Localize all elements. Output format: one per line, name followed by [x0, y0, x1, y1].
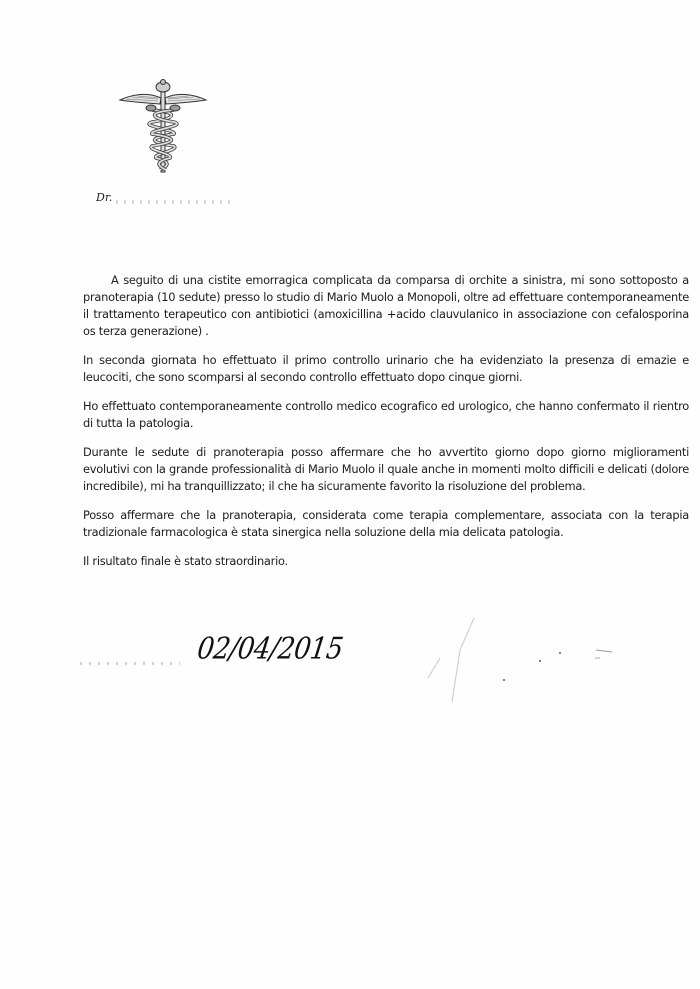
handwritten-signature-icon: [400, 610, 640, 710]
letter-body: [83, 272, 689, 582]
paragraph-5: Posso affermare che la pranoterapia, considerata come terapia complementare, associata con la terapia tradizionale farmacologica è stata sinergica nella soluzione della mia delicata patologia.: [83, 508, 689, 539]
paragraph-1: A seguito di una cistite emorragica complicata da comparsa di orchite a sinistra, mi sono sottoposto a pranoterapia (10 sedute) presso lo studio di Mario Muolo a Monopoli, oltre ad effettuare contemporaneamente il trattamento terapeutico con antibiotici (amoxicillina +acido clauvulanico in associazione con cefalosporina os terza generazione) .: [83, 273, 689, 338]
handwritten-date: 02/04/2015: [195, 632, 345, 667]
paragraph-4: Durante le sedute di pranoterapia posso affermare che ho avvertito giorno dopo giorno miglioramenti evolutivi con la grande professionalità di Mario Muolo il quale anche in momenti molto difficili e delicati (dolore incredibile), mi ha tranquillizzato; il che ha sicuramente favorito la risoluzione del problema.: [83, 445, 689, 493]
doctor-name-prefix: Dr.: [96, 191, 113, 204]
redacted-place: [80, 662, 180, 665]
paragraph-6: Il risultato finale è stato straordinario.: [83, 554, 288, 568]
redacted-doctor-name: [116, 200, 231, 204]
paragraph-2: In seconda giornata ho effettuato il primo controllo urinario che ha evidenziato la presenza di emazie e leucociti, che sono scomparsi al secondo controllo effettuato dopo cinque giorni.: [83, 353, 689, 384]
caduceus-icon: [118, 78, 208, 178]
date-line: [80, 630, 380, 680]
paragraph-3: Ho effettuato contemporaneamente controllo medico ecografico ed urologico, che hanno confermato il rientro di tutta la patologia.: [83, 399, 689, 430]
